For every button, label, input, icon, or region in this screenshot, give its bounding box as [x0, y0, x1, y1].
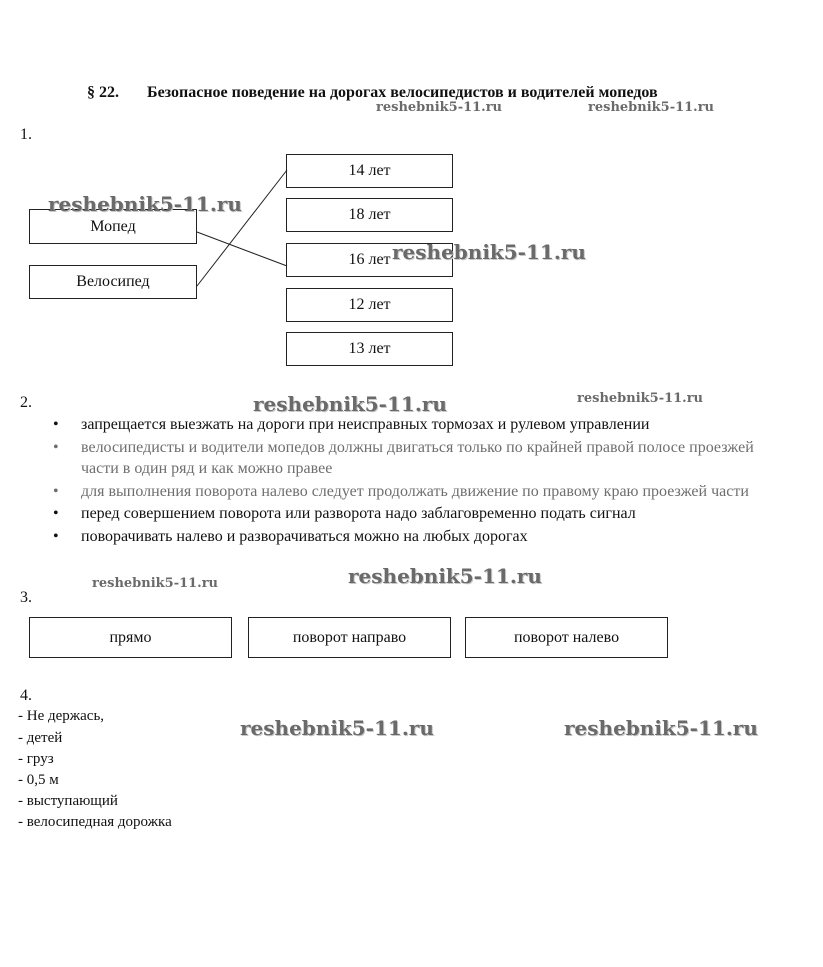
q4-line: - выступающий — [18, 793, 118, 809]
line-bicycle-to-14 — [197, 170, 287, 286]
q1-left-item-bicycle: Велосипед — [29, 265, 197, 299]
watermark: reshebnik5-11.ru — [376, 100, 503, 115]
q3-box-straight: прямо — [29, 617, 232, 658]
question-1-number: 1. — [20, 126, 32, 143]
watermark: reshebnik5-11.ru — [48, 192, 242, 216]
question-3-number: 3. — [20, 589, 32, 606]
q4-line: - Не держась, — [18, 708, 105, 724]
watermark: reshebnik5-11.ru — [392, 240, 586, 264]
q4-line: - детей — [18, 730, 63, 746]
q2-bullet-list — [48, 414, 788, 548]
watermark: reshebnik5-11.ru — [564, 716, 758, 740]
section-title: Безопасное поведение на дорогах велосипедистов и водителей мопедов — [147, 84, 658, 101]
q1-left-item-moped: Мопед — [29, 209, 197, 244]
q4-line: - груз — [18, 751, 54, 767]
question-4-number: 4. — [20, 687, 32, 704]
q3-box-left-turn: поворот налево — [465, 617, 668, 658]
q1-right-item-13: 13 лет — [286, 332, 453, 366]
q3-box-right-turn: поворот направо — [248, 617, 451, 658]
watermark: reshebnik5-11.ru — [348, 564, 542, 588]
q1-right-item-18: 18 лет — [286, 198, 453, 232]
q4-line: - 0,5 м — [18, 772, 59, 788]
watermark: reshebnik5-11.ru — [92, 576, 219, 591]
list-item: • перед совершением поворота или разворота надо заблаговременно подать сигнал — [48, 503, 788, 525]
q1-right-item-16: 16 лет — [286, 243, 453, 277]
list-item: • запрещается выезжать на дороги при неисправных тормозах и рулевом управлении — [48, 414, 788, 436]
line-moped-to-16 — [197, 232, 287, 266]
q1-right-item-12: 12 лет — [286, 288, 453, 322]
list-item: • велосипедисты и водители мопедов должны двигаться только по крайней правой полосе проезжей части в один ряд и как можно правее — [48, 437, 788, 480]
list-item: • поворачивать налево и разворачиваться можно на любых дорогах — [48, 526, 788, 548]
question-2-number: 2. — [20, 394, 32, 411]
watermark: reshebnik5-11.ru — [577, 391, 704, 406]
q1-right-item-14: 14 лет — [286, 154, 453, 188]
watermark: reshebnik5-11.ru — [240, 716, 434, 740]
list-item: • для выполнения поворота налево следует продолжать движение по правому краю проезжей части — [48, 481, 788, 503]
section-number: § 22. — [87, 84, 119, 101]
watermark: reshebnik5-11.ru — [253, 392, 447, 416]
q4-line: - велосипедная дорожка — [18, 814, 172, 830]
watermark: reshebnik5-11.ru — [588, 100, 715, 115]
